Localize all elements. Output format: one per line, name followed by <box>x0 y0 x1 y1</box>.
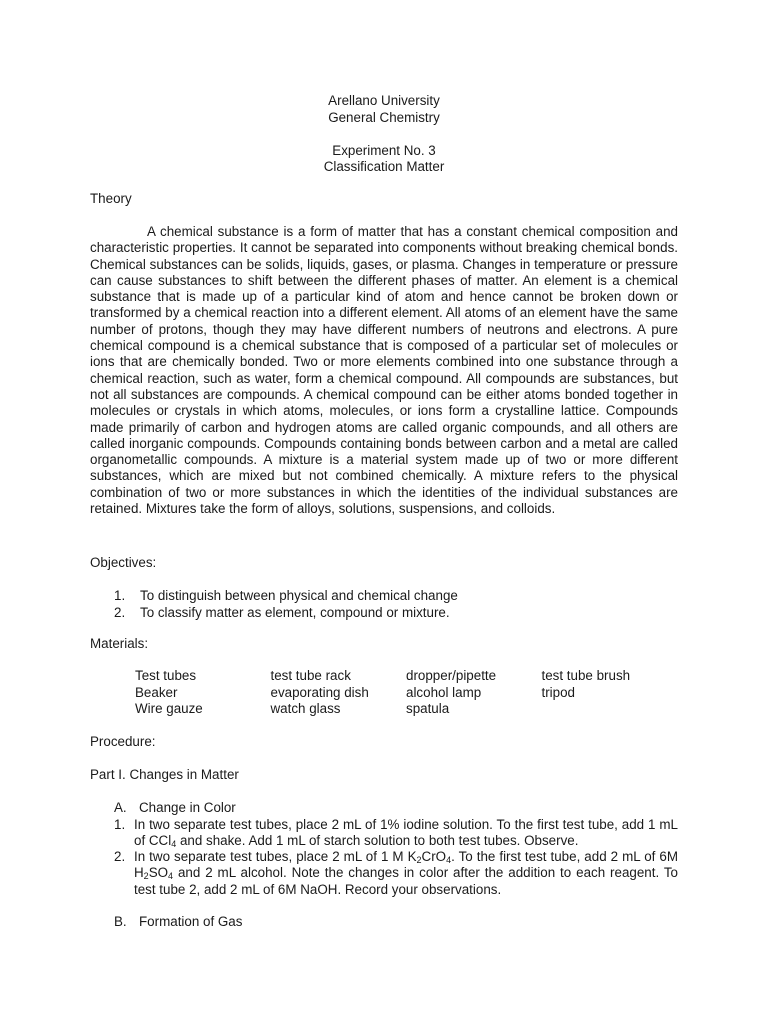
table-row: Wire gauze watch glass spatula <box>135 701 450 717</box>
list-item: 2. In two separate test tubes, place 2 mL of 1 M $K_2CrO_4$. To the first test tube, add 2 mL of 6M $H_2SO_4$ and 2 mL alcohol. Note the changes in color after the addition to each reagent. To test tube 2, add 2 mL of 6M NaOH. Record your observations. <box>114 849 678 897</box>
part-one-heading: Part I. Changes in Matter <box>90 767 239 782</box>
document-header <box>0 93 768 176</box>
theory-section <box>90 224 678 517</box>
experiment-number: Experiment No. 3 <box>332 142 436 158</box>
subsection-b: B. Formation of Gas <box>114 914 243 930</box>
subsection-a: A. Change in Color <box>114 800 236 815</box>
university-name: Arellano University <box>328 93 440 108</box>
course-name: General Chemistry <box>328 109 440 125</box>
procedure-heading: Procedure: <box>90 734 156 749</box>
list-item: 1. To distinguish between physical and chemical change <box>114 588 458 603</box>
materials-heading: Materials: <box>90 636 149 651</box>
theory-heading: Theory <box>90 191 132 206</box>
experiment-title: Classification Matter <box>323 159 445 174</box>
table-row: Test tubes test tube rack dropper/pipette test tube brush <box>135 668 631 683</box>
list-item: 1. In two separate test tubes, place 2 mL of 1% iodine solution. To the first test tube, add 1 mL of CCl$_4$ and shake. Add 1 mL of starch solution to both test tubes. Observe. <box>114 816 678 849</box>
objectives-heading: Objectives: <box>90 555 157 570</box>
table-row: Beaker evaporating dish alcohol lamp tripod <box>135 684 575 700</box>
materials-table <box>135 668 695 718</box>
list-item: 2. To classify matter as element, compound or mixture. <box>114 604 450 620</box>
theory-paragraph: A chemical substance is a form of matter that has a constant chemical composition and characteristic properties. It cannot be separated into components without breaking chemical bonds. Chemical substances can be solids, liquids, gases, or plasma. Changes in temperature or pressure can cause substances to shift between the different phases of matter. An element is a chemical substance that is made up of a particular kind of atom and hence cannot be broken down or transformed by a chemical reaction into a different element. All atoms of an element have the same number of protons, though they may have different numbers of neutrons and electrons. A pure chemical compound is a chemical substance that is composed of a particular set of molecules or ions that are chemically bonded. Two or more elements combined into one substance through a chemical reaction, such as water, form a chemical compound. All compounds are substances, but not all substances are compounds. A chemical compound can be either atoms bonded together in molecules or crystals in which atoms, molecules, or ions form a crystalline lattice. Compounds made primarily of carbon and hydrogen atoms are called organic compounds, and all others are called inorganic compounds. Compounds containing bonds between carbon and a metal are called organometallic compounds. A mixture is a material system made up of two or more different substances, which are mixed but not combined chemically. A mixture refers to the physical combination of two or more substances in which the identities of the individual substances are retained. Mixtures take the form of alloys, solutions, suspensions, and colloids. <box>90 224 678 517</box>
objectives-list <box>90 588 680 621</box>
procedure-steps <box>90 800 678 931</box>
